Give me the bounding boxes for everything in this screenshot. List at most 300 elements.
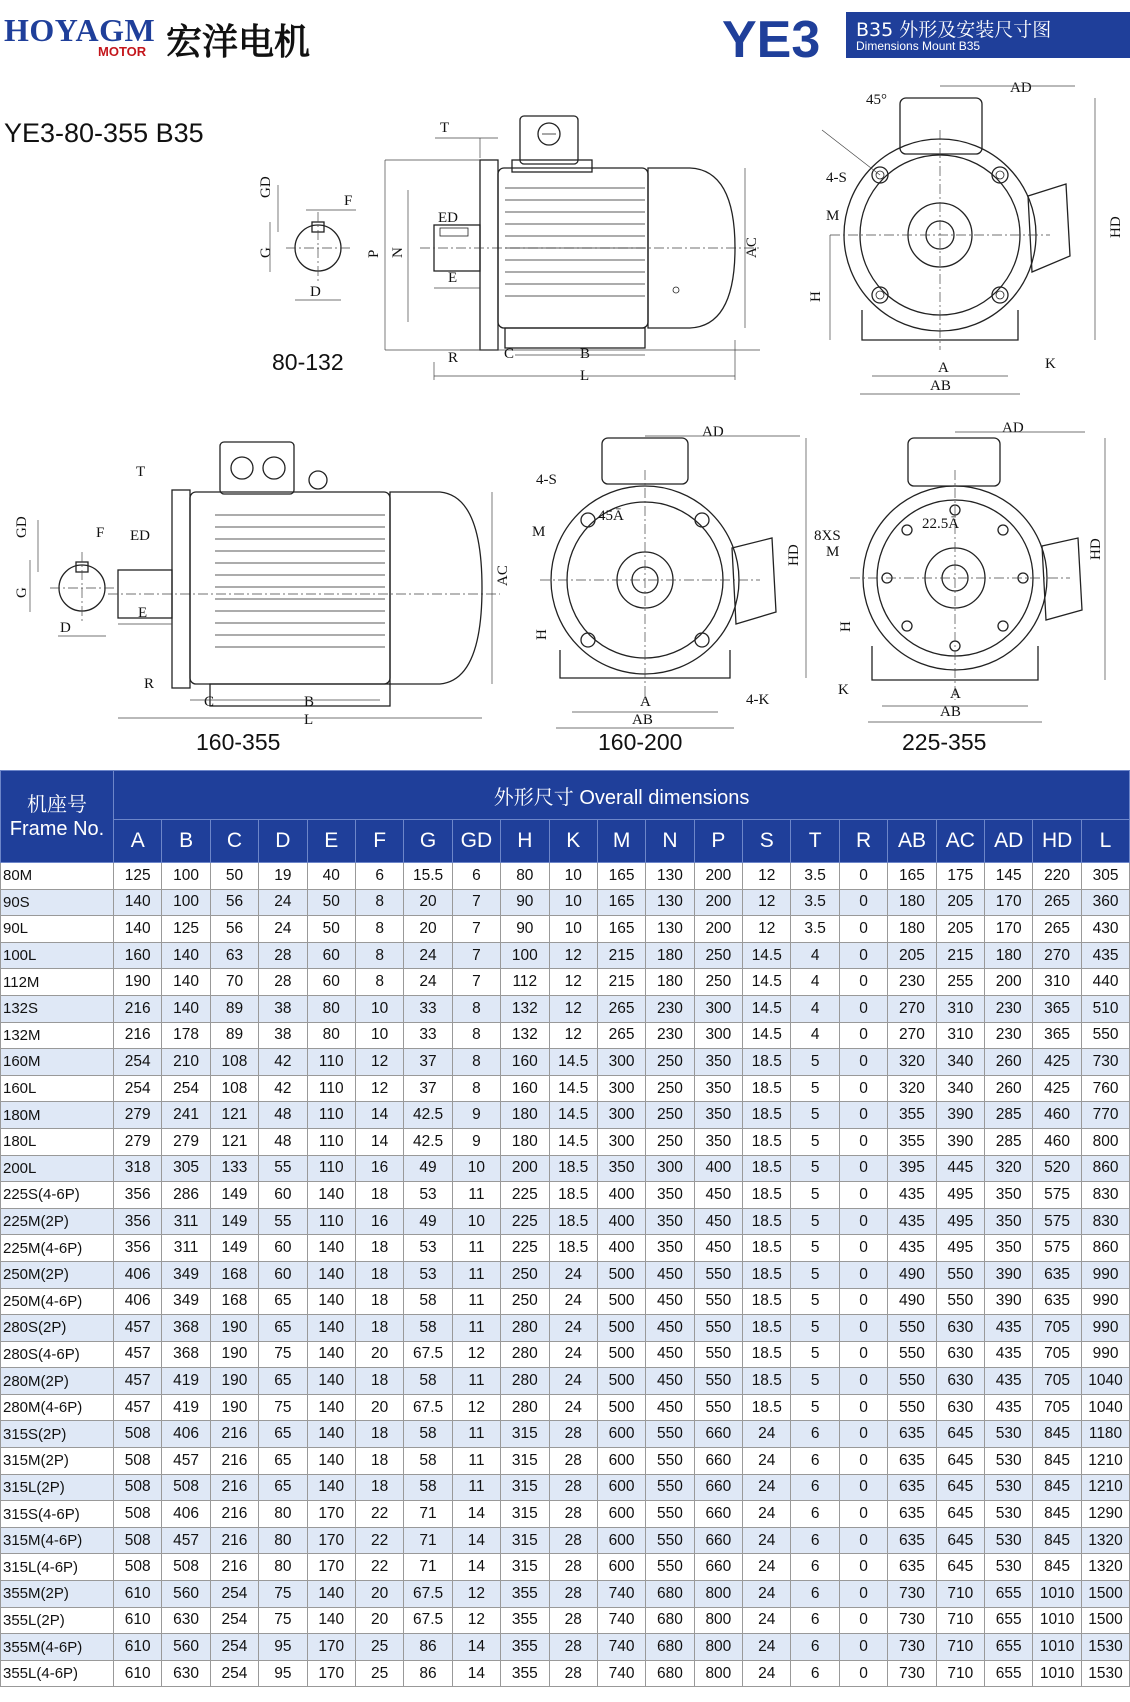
dimension-cell: 108 bbox=[210, 1075, 258, 1102]
banner-title-en: Dimensions Mount B35 bbox=[856, 39, 981, 53]
dimension-cell: 705 bbox=[1033, 1341, 1081, 1368]
column-header: A bbox=[114, 820, 162, 863]
dimension-cell: 149 bbox=[210, 1182, 258, 1209]
dimension-cell: 740 bbox=[597, 1660, 645, 1687]
frame-cell: 225S(4-6P) bbox=[1, 1182, 114, 1209]
dimension-cell: 360 bbox=[1081, 889, 1129, 916]
dimension-cell: 110 bbox=[307, 1208, 355, 1235]
dimension-cell: 630 bbox=[936, 1315, 984, 1342]
dimension-cell: 100 bbox=[501, 942, 549, 969]
table-row bbox=[1, 1421, 1130, 1448]
dimension-cell: 80 bbox=[307, 1022, 355, 1049]
dimension-cell: 65 bbox=[259, 1474, 307, 1501]
dimension-cell: 350 bbox=[694, 1049, 742, 1076]
dimension-cell: 63 bbox=[210, 942, 258, 969]
table-row bbox=[1, 1128, 1130, 1155]
dimension-cell: 24 bbox=[404, 942, 452, 969]
dimension-cell: 133 bbox=[210, 1155, 258, 1182]
dimension-cell: 11 bbox=[452, 1235, 500, 1262]
column-header: R bbox=[839, 820, 887, 863]
dimension-cell: 8 bbox=[355, 969, 403, 996]
dimension-cell: 110 bbox=[307, 1128, 355, 1155]
dimension-cell: 800 bbox=[694, 1634, 742, 1661]
label-f: F bbox=[344, 193, 353, 209]
table-row bbox=[1, 1235, 1130, 1262]
dimension-cell: 680 bbox=[646, 1581, 694, 1608]
dimension-cell: 60 bbox=[307, 969, 355, 996]
dimension-cell: 25 bbox=[355, 1660, 403, 1687]
brand-name-cn: 宏洋电机 bbox=[166, 22, 311, 63]
dimension-cell: 645 bbox=[936, 1448, 984, 1475]
dimension-cell: 320 bbox=[985, 1155, 1033, 1182]
dimension-cell: 390 bbox=[985, 1288, 1033, 1315]
table-row bbox=[1, 1554, 1130, 1581]
dimension-cell: 67.5 bbox=[404, 1394, 452, 1421]
dimension-cell: 180 bbox=[501, 1128, 549, 1155]
frame-cell: 280S(2P) bbox=[1, 1315, 114, 1342]
motor-body-2 bbox=[190, 492, 390, 684]
column-header: N bbox=[646, 820, 694, 863]
dimension-cell: 390 bbox=[936, 1128, 984, 1155]
dimension-cell: 1500 bbox=[1081, 1607, 1129, 1634]
dimension-cell: 265 bbox=[597, 1022, 645, 1049]
dimension-cell: 520 bbox=[1033, 1155, 1081, 1182]
dimension-cell: 445 bbox=[936, 1155, 984, 1182]
frame-cell: 315M(2P) bbox=[1, 1448, 114, 1475]
dimension-cell: 53 bbox=[404, 1261, 452, 1288]
dimension-cell: 216 bbox=[210, 1501, 258, 1528]
label-k-end1: K bbox=[1045, 356, 1056, 372]
dimension-cell: 130 bbox=[646, 916, 694, 943]
dimension-cell: 740 bbox=[597, 1634, 645, 1661]
frame-cell: 355M(4-6P) bbox=[1, 1634, 114, 1661]
label-f-2: F bbox=[96, 525, 105, 541]
dimension-cell: 355 bbox=[888, 1102, 936, 1129]
dimension-cell: 400 bbox=[597, 1182, 645, 1209]
dimension-cell: 18.5 bbox=[743, 1394, 791, 1421]
table-row bbox=[1, 889, 1130, 916]
dimension-cell: 365 bbox=[1033, 995, 1081, 1022]
dimension-cell: 49 bbox=[404, 1208, 452, 1235]
drawing-80-132-side-view bbox=[258, 116, 760, 384]
label-c-2: C bbox=[204, 694, 215, 710]
label-h-end2: H bbox=[534, 629, 550, 640]
dimension-cell: 180 bbox=[888, 916, 936, 943]
dimension-cell: 495 bbox=[936, 1235, 984, 1262]
dimension-cell: 18 bbox=[355, 1235, 403, 1262]
dimension-cell: 58 bbox=[404, 1368, 452, 1395]
dimension-cell: 990 bbox=[1081, 1315, 1129, 1342]
dimension-cell: 89 bbox=[210, 1022, 258, 1049]
table-row bbox=[1, 1155, 1130, 1182]
dimension-cell: 0 bbox=[839, 1235, 887, 1262]
table-row bbox=[1, 1501, 1130, 1528]
dimension-cell: 635 bbox=[888, 1421, 936, 1448]
dimension-cell: 216 bbox=[210, 1554, 258, 1581]
dimension-cell: 457 bbox=[114, 1315, 162, 1342]
dimension-cell: 24 bbox=[743, 1634, 791, 1661]
model-title: YE3-80-355 B35 bbox=[4, 118, 204, 148]
frame-header-cn: 机座号 bbox=[27, 793, 87, 816]
dimension-cell: 90 bbox=[501, 916, 549, 943]
frame-cell: 280S(4-6P) bbox=[1, 1341, 114, 1368]
dimension-cell: 216 bbox=[210, 1421, 258, 1448]
dimension-cell: 4 bbox=[791, 1022, 839, 1049]
banner bbox=[846, 12, 1130, 58]
dimension-cell: 18.5 bbox=[743, 1341, 791, 1368]
label-g-2: G bbox=[14, 587, 30, 598]
dimension-cell: 170 bbox=[985, 889, 1033, 916]
dimension-cell: 1180 bbox=[1081, 1421, 1129, 1448]
end-terminal-box bbox=[900, 98, 982, 154]
dimension-cell: 395 bbox=[888, 1155, 936, 1182]
dimension-cell: 1530 bbox=[1081, 1660, 1129, 1687]
dimension-cell: 132 bbox=[501, 995, 549, 1022]
table-row bbox=[1, 1581, 1130, 1608]
dimension-cell: 125 bbox=[114, 863, 162, 890]
dimension-cell: 1010 bbox=[1033, 1660, 1081, 1687]
dimension-cell: 0 bbox=[839, 1182, 887, 1209]
dimension-cell: 4 bbox=[791, 995, 839, 1022]
dimension-cell: 11 bbox=[452, 1315, 500, 1342]
dimension-cell: 230 bbox=[646, 1022, 694, 1049]
dimension-cell: 355 bbox=[501, 1660, 549, 1687]
frame-cell: 112M bbox=[1, 969, 114, 996]
dimension-cell: 6 bbox=[791, 1501, 839, 1528]
dimension-cell: 508 bbox=[114, 1474, 162, 1501]
dimension-cell: 215 bbox=[597, 942, 645, 969]
dimension-cell: 5 bbox=[791, 1102, 839, 1129]
dimension-cell: 71 bbox=[404, 1554, 452, 1581]
dimension-cell: 350 bbox=[985, 1235, 1033, 1262]
dimension-cell: 250 bbox=[501, 1261, 549, 1288]
dimension-cell: 180 bbox=[985, 942, 1033, 969]
dimension-cell: 5 bbox=[791, 1288, 839, 1315]
dimension-cell: 14.5 bbox=[743, 995, 791, 1022]
dimension-cell: 7 bbox=[452, 889, 500, 916]
dimension-cell: 800 bbox=[694, 1581, 742, 1608]
dimension-cell: 170 bbox=[307, 1527, 355, 1554]
dimension-cell: 5 bbox=[791, 1261, 839, 1288]
table-row bbox=[1, 942, 1130, 969]
table-body bbox=[1, 863, 1130, 1687]
frame-cell: 280M(4-6P) bbox=[1, 1394, 114, 1421]
dimension-cell: 14.5 bbox=[549, 1102, 597, 1129]
dimension-cell: 490 bbox=[888, 1261, 936, 1288]
dimension-cell: 71 bbox=[404, 1501, 452, 1528]
table-row bbox=[1, 916, 1130, 943]
dimension-cell: 170 bbox=[985, 916, 1033, 943]
dimension-cell: 265 bbox=[1033, 889, 1081, 916]
column-header-row bbox=[1, 820, 1130, 863]
table-row bbox=[1, 1102, 1130, 1129]
dimension-cell: 660 bbox=[694, 1527, 742, 1554]
dimension-cell: 8 bbox=[355, 889, 403, 916]
dimension-cell: 24 bbox=[549, 1394, 597, 1421]
cable-gland-box-3 bbox=[1042, 538, 1082, 620]
dimension-cell: 24 bbox=[743, 1501, 791, 1528]
dimension-cell: 305 bbox=[162, 1155, 210, 1182]
dimension-cell: 450 bbox=[646, 1261, 694, 1288]
dimension-cell: 140 bbox=[307, 1474, 355, 1501]
dimension-cell: 20 bbox=[404, 889, 452, 916]
dimension-cell: 28 bbox=[549, 1554, 597, 1581]
dimension-cell: 430 bbox=[1081, 916, 1129, 943]
dimension-cell: 200 bbox=[694, 863, 742, 890]
dimension-cell: 5 bbox=[791, 1235, 839, 1262]
column-header: E bbox=[307, 820, 355, 863]
dimension-cell: 730 bbox=[888, 1581, 936, 1608]
dimension-cell: 14.5 bbox=[549, 1049, 597, 1076]
dimension-cell: 215 bbox=[597, 969, 645, 996]
dimension-cell: 260 bbox=[985, 1075, 1033, 1102]
dimension-cell: 230 bbox=[985, 995, 1033, 1022]
dimension-cell: 655 bbox=[985, 1634, 1033, 1661]
dimension-cell: 315 bbox=[501, 1448, 549, 1475]
dimension-cell: 18 bbox=[355, 1368, 403, 1395]
label-l: L bbox=[580, 368, 590, 384]
dimension-cell: 28 bbox=[549, 1501, 597, 1528]
dimension-cell: 24 bbox=[549, 1261, 597, 1288]
frame-cell: 160L bbox=[1, 1075, 114, 1102]
end-terminal-box-3 bbox=[908, 438, 1000, 486]
dimension-cell: 11 bbox=[452, 1474, 500, 1501]
dimension-cell: 140 bbox=[162, 995, 210, 1022]
column-header: T bbox=[791, 820, 839, 863]
dimension-cell: 24 bbox=[259, 889, 307, 916]
table-row bbox=[1, 1448, 1130, 1475]
dimension-cell: 18.5 bbox=[743, 1288, 791, 1315]
dimension-cell: 0 bbox=[839, 1049, 887, 1076]
dimension-cell: 710 bbox=[936, 1634, 984, 1661]
dimension-cell: 58 bbox=[404, 1448, 452, 1475]
series-title: YE3 bbox=[722, 11, 821, 69]
dimension-cell: 508 bbox=[162, 1554, 210, 1581]
dimension-cell: 530 bbox=[985, 1501, 1033, 1528]
dimension-cell: 255 bbox=[936, 969, 984, 996]
dimension-cell: 18 bbox=[355, 1421, 403, 1448]
dimension-cell: 845 bbox=[1033, 1554, 1081, 1581]
column-header: M bbox=[597, 820, 645, 863]
dimension-cell: 33 bbox=[404, 1022, 452, 1049]
dimension-cell: 5 bbox=[791, 1128, 839, 1155]
dimension-cell: 406 bbox=[162, 1421, 210, 1448]
column-header: G bbox=[404, 820, 452, 863]
dimension-cell: 12 bbox=[743, 889, 791, 916]
dimension-cell: 11 bbox=[452, 1288, 500, 1315]
dimension-cell: 6 bbox=[791, 1527, 839, 1554]
dimension-cell: 110 bbox=[307, 1155, 355, 1182]
dimension-cell: 18.5 bbox=[549, 1182, 597, 1209]
dimension-cell: 254 bbox=[210, 1607, 258, 1634]
dimension-cell: 286 bbox=[162, 1182, 210, 1209]
dimension-cell: 1010 bbox=[1033, 1607, 1081, 1634]
dimension-cell: 80 bbox=[501, 863, 549, 890]
dimension-cell: 12 bbox=[452, 1394, 500, 1421]
caption-160-200: 160-200 bbox=[598, 729, 683, 755]
dimension-cell: 58 bbox=[404, 1288, 452, 1315]
dimension-cell: 67.5 bbox=[404, 1581, 452, 1608]
label-k-end3: K bbox=[838, 682, 849, 698]
column-header: D bbox=[259, 820, 307, 863]
dimension-cell: 6 bbox=[791, 1421, 839, 1448]
dimension-cell: 180 bbox=[646, 969, 694, 996]
dimension-cell: 990 bbox=[1081, 1261, 1129, 1288]
dimension-cell: 12 bbox=[743, 916, 791, 943]
dimension-cell: 140 bbox=[307, 1368, 355, 1395]
dimension-cell: 250 bbox=[646, 1128, 694, 1155]
dimension-cell: 710 bbox=[936, 1581, 984, 1608]
column-header: AB bbox=[888, 820, 936, 863]
dimension-cell: 450 bbox=[694, 1235, 742, 1262]
dimension-cell: 610 bbox=[114, 1607, 162, 1634]
dimension-cell: 250 bbox=[646, 1102, 694, 1129]
dimension-cell: 110 bbox=[307, 1102, 355, 1129]
label-r-2: R bbox=[144, 676, 155, 692]
dimension-cell: 645 bbox=[936, 1421, 984, 1448]
dimension-cell: 0 bbox=[839, 1554, 887, 1581]
dimension-cell: 530 bbox=[985, 1527, 1033, 1554]
dimension-cell: 6 bbox=[791, 1660, 839, 1687]
dimension-cell: 990 bbox=[1081, 1288, 1129, 1315]
dimension-cell: 0 bbox=[839, 1341, 887, 1368]
dimension-cell: 550 bbox=[888, 1341, 936, 1368]
dimension-cell: 845 bbox=[1033, 1501, 1081, 1528]
column-header: GD bbox=[452, 820, 500, 863]
dimension-cell: 5 bbox=[791, 1341, 839, 1368]
dimension-cell: 435 bbox=[888, 1235, 936, 1262]
table-row bbox=[1, 995, 1130, 1022]
dimension-cell: 400 bbox=[694, 1155, 742, 1182]
dimension-cell: 365 bbox=[1033, 1022, 1081, 1049]
dimension-cell: 270 bbox=[1033, 942, 1081, 969]
dimension-cell: 80 bbox=[307, 995, 355, 1022]
dimension-cell: 24 bbox=[743, 1474, 791, 1501]
dimension-cell: 655 bbox=[985, 1581, 1033, 1608]
dimension-cell: 575 bbox=[1033, 1208, 1081, 1235]
dimension-cell: 80 bbox=[259, 1554, 307, 1581]
dimension-cell: 500 bbox=[597, 1315, 645, 1342]
dimension-cell: 310 bbox=[1033, 969, 1081, 996]
dimension-cell: 42.5 bbox=[404, 1128, 452, 1155]
dimension-cell: 170 bbox=[307, 1660, 355, 1687]
dimension-cell: 230 bbox=[985, 1022, 1033, 1049]
dimension-cell: 178 bbox=[162, 1022, 210, 1049]
dimension-cell: 340 bbox=[936, 1075, 984, 1102]
dimension-cell: 550 bbox=[694, 1394, 742, 1421]
frame-cell: 80M bbox=[1, 863, 114, 890]
dimension-cell: 200 bbox=[985, 969, 1033, 996]
dimension-cell: 6 bbox=[355, 863, 403, 890]
dimension-cell: 680 bbox=[646, 1634, 694, 1661]
dimension-cell: 11 bbox=[452, 1182, 500, 1209]
dimension-cell: 10 bbox=[355, 995, 403, 1022]
dimension-cell: 435 bbox=[888, 1208, 936, 1235]
dimension-cell: 660 bbox=[694, 1474, 742, 1501]
caption-225-355: 225-355 bbox=[902, 729, 987, 755]
dimension-cell: 4 bbox=[791, 969, 839, 996]
dimension-cell: 19 bbox=[259, 863, 307, 890]
dimension-cell: 65 bbox=[259, 1288, 307, 1315]
dimension-cell: 200 bbox=[501, 1155, 549, 1182]
dimension-cell: 6 bbox=[791, 1607, 839, 1634]
technical-drawings bbox=[0, 70, 1130, 770]
dimension-cell: 610 bbox=[114, 1660, 162, 1687]
fan-cover-2 bbox=[390, 492, 482, 684]
dimension-cell: 38 bbox=[259, 995, 307, 1022]
dimension-cell: 508 bbox=[114, 1554, 162, 1581]
dimension-cell: 18.5 bbox=[743, 1261, 791, 1288]
dimension-cell: 457 bbox=[114, 1368, 162, 1395]
dimension-cell: 175 bbox=[936, 863, 984, 890]
frame-header-en: Frame No. bbox=[9, 817, 105, 840]
brand-logo-sub: MOTOR bbox=[98, 44, 147, 59]
dimension-cell: 265 bbox=[1033, 916, 1081, 943]
dimension-cell: 600 bbox=[597, 1501, 645, 1528]
dimension-cell: 311 bbox=[162, 1235, 210, 1262]
dimension-cell: 6 bbox=[791, 1474, 839, 1501]
dimension-cell: 56 bbox=[210, 916, 258, 943]
label-4s-end1: 4-S bbox=[826, 170, 847, 186]
dimension-cell: 730 bbox=[888, 1660, 936, 1687]
dimension-cell: 216 bbox=[114, 1022, 162, 1049]
dimension-cell: 12 bbox=[452, 1341, 500, 1368]
dimension-cell: 22 bbox=[355, 1501, 403, 1528]
dimension-cell: 500 bbox=[597, 1341, 645, 1368]
dimension-cell: 630 bbox=[162, 1660, 210, 1687]
dimension-cell: 190 bbox=[210, 1394, 258, 1421]
dimension-cell: 1290 bbox=[1081, 1501, 1129, 1528]
dimension-cell: 28 bbox=[549, 1421, 597, 1448]
dimension-cell: 180 bbox=[501, 1102, 549, 1129]
dimension-cell: 450 bbox=[646, 1394, 694, 1421]
dimension-cell: 7 bbox=[452, 916, 500, 943]
label-m-end1: M bbox=[826, 208, 840, 224]
dimension-cell: 50 bbox=[307, 916, 355, 943]
dimension-cell: 5 bbox=[791, 1394, 839, 1421]
dimension-cell: 18.5 bbox=[743, 1155, 791, 1182]
column-header: P bbox=[694, 820, 742, 863]
dimension-cell: 12 bbox=[355, 1049, 403, 1076]
dimension-cell: 8 bbox=[452, 1022, 500, 1049]
dimension-cell: 705 bbox=[1033, 1315, 1081, 1342]
dimension-cell: 460 bbox=[1033, 1128, 1081, 1155]
table-row bbox=[1, 1315, 1130, 1342]
dimension-cell: 550 bbox=[646, 1501, 694, 1528]
dimension-cell: 5 bbox=[791, 1155, 839, 1182]
dimension-cell: 349 bbox=[162, 1261, 210, 1288]
dimension-cell: 705 bbox=[1033, 1394, 1081, 1421]
dimension-cell: 0 bbox=[839, 1607, 887, 1634]
dimension-cell: 1210 bbox=[1081, 1474, 1129, 1501]
dimension-cell: 165 bbox=[597, 916, 645, 943]
dimension-cell: 0 bbox=[839, 1474, 887, 1501]
dimension-cell: 406 bbox=[162, 1501, 210, 1528]
dimension-cell: 635 bbox=[888, 1474, 936, 1501]
dimension-cell: 42 bbox=[259, 1049, 307, 1076]
label-4k: 4-K bbox=[746, 692, 770, 708]
dimension-cell: 355 bbox=[501, 1607, 549, 1634]
dimension-cell: 0 bbox=[839, 1155, 887, 1182]
dimension-cell: 1040 bbox=[1081, 1368, 1129, 1395]
dimension-cell: 710 bbox=[936, 1607, 984, 1634]
dimension-cell: 130 bbox=[646, 889, 694, 916]
label-b: B bbox=[580, 346, 591, 362]
dimension-cell: 9 bbox=[452, 1128, 500, 1155]
dimension-cell: 1210 bbox=[1081, 1448, 1129, 1475]
label-ad-end2: AD bbox=[702, 424, 724, 440]
dimension-cell: 130 bbox=[646, 863, 694, 890]
